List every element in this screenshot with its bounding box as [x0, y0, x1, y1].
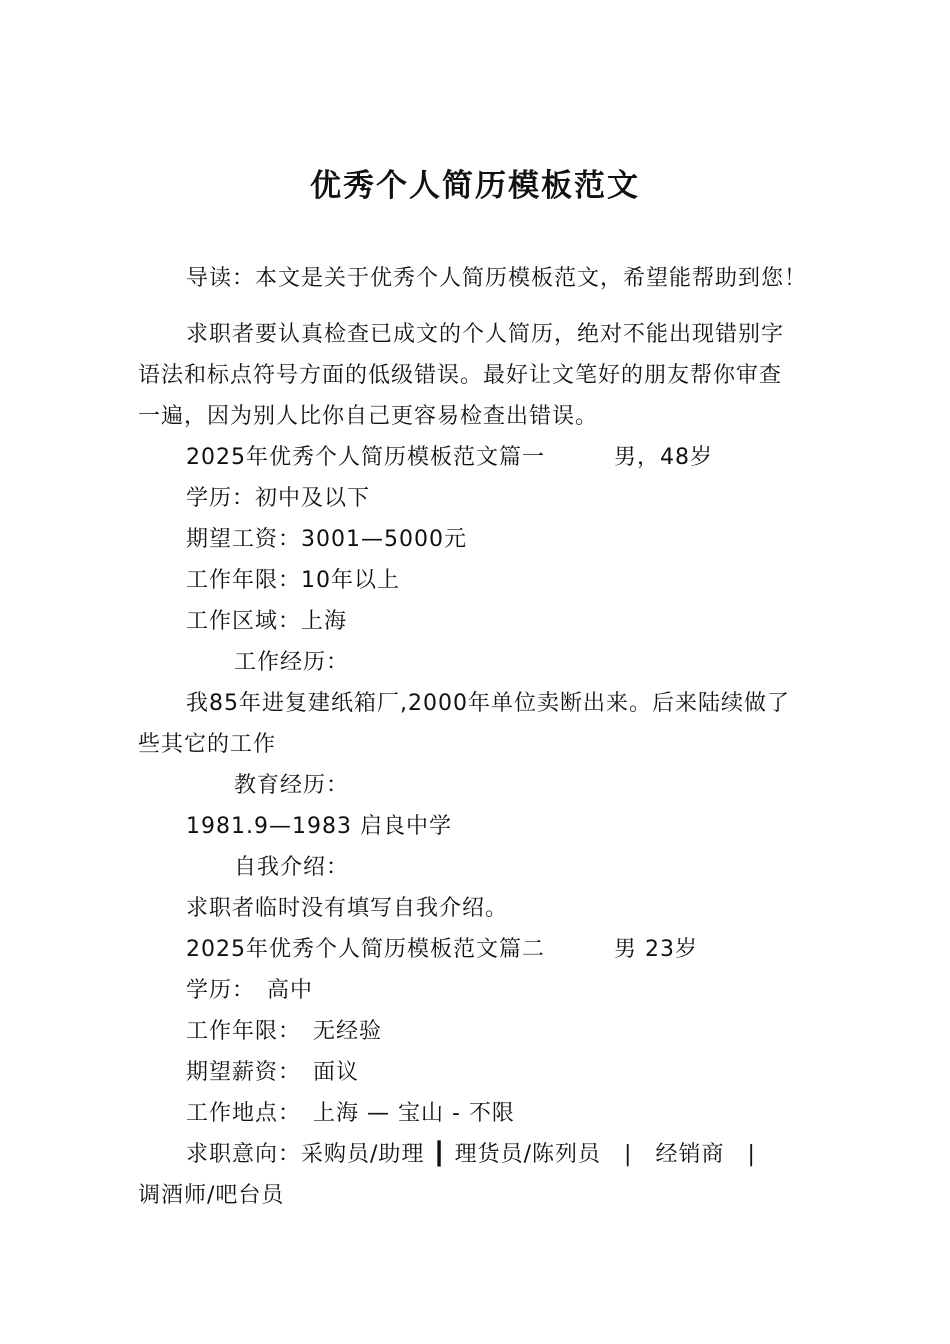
- paragraph-line: 语法和标点符号方面的低级错误。最好让文笔好的朋友帮你审查: [138, 363, 783, 388]
- resume1-heading: 2025年优秀个人简历模板范文篇一 男，48岁: [186, 445, 713, 470]
- resume2-intent: 调酒师/吧台员: [138, 1183, 285, 1208]
- resume1-education: 学历：初中及以下: [186, 486, 371, 511]
- resume2-years: 工作年限： 无经验: [186, 1019, 383, 1044]
- document-title: 优秀个人简历模板范文: [310, 168, 640, 204]
- resume2-education: 学历： 高中: [186, 978, 314, 1003]
- resume1-experience-text: 些其它的工作: [138, 732, 277, 757]
- intro-text: 导读：本文是关于优秀个人简历模板范文，希望能帮助到您！: [186, 266, 808, 291]
- resume1-years: 工作年限：10年以上: [186, 568, 400, 593]
- resume2-heading: 2025年优秀个人简历模板范文篇二 男 23岁: [186, 937, 698, 962]
- resume1-education-entry: 1981.9—1983 启良中学: [186, 814, 452, 839]
- resume1-experience-text: 我85年进复建纸箱厂,2000年单位卖断出来。后来陆续做了: [186, 691, 790, 716]
- resume2-intent: 求职意向：采购员/助理 ┃ 理货员/陈列员 | 经销商 |: [186, 1142, 756, 1167]
- resume2-location: 工作地点： 上海 — 宝山 - 不限: [186, 1101, 515, 1126]
- resume1-self-text: 求职者临时没有填写自我介绍。: [186, 896, 509, 921]
- resume1-education-label: 教育经历：: [234, 773, 350, 798]
- resume1-area: 工作区域：上海: [186, 609, 348, 634]
- resume1-experience-label: 工作经历：: [234, 650, 350, 675]
- resume2-salary: 期望薪资： 面议: [186, 1060, 360, 1085]
- paragraph-line: 求职者要认真检查已成文的个人简历，绝对不能出现错别字: [186, 322, 785, 347]
- resume1-self-label: 自我介绍：: [234, 855, 350, 880]
- resume1-salary: 期望工资：3001—5000元: [186, 527, 467, 552]
- paragraph-line: 一遍，因为别人比你自己更容易检查出错误。: [138, 404, 599, 429]
